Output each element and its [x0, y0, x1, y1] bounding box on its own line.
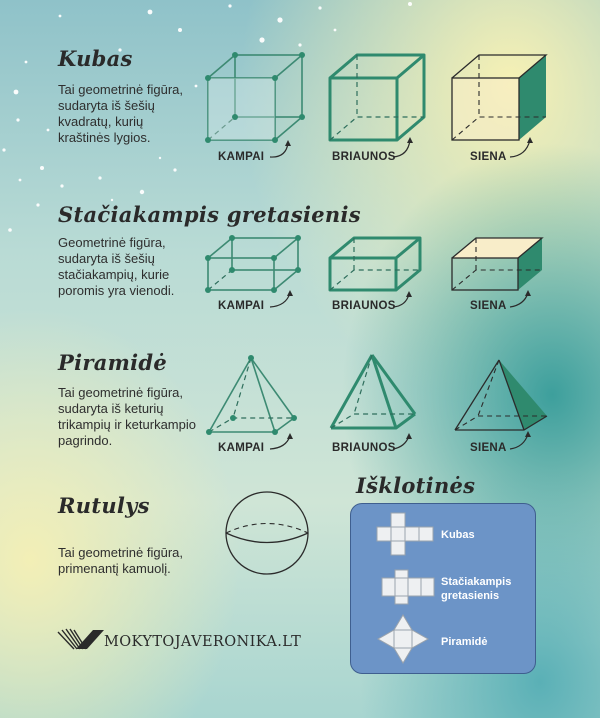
isklotines-item-kubas: Kubas: [441, 529, 475, 541]
gretasienis-label-kampai: KAMPAI: [218, 300, 265, 312]
kubas-description: Tai geometrinė figūra, sudaryta iš šešių kvadratų, kurių kraštinės lygios.: [58, 82, 184, 145]
kubas-label-briaunos: BRIAUNOS: [332, 151, 396, 163]
gretasienis-label-briaunos: BRIAUNOS: [332, 300, 396, 312]
logo-text: MOKYTOJAVERONIKA.LT: [104, 634, 302, 650]
kubas-label-kampai: KAMPAI: [218, 151, 265, 163]
rutulys-title: Rutulys: [58, 493, 150, 518]
piramide-description: Tai geometrinė figūra, sudaryta iš keturių trikampių ir keturkampio pagrindo.: [58, 385, 196, 448]
isklotines-item-piramide: Piramidė: [441, 636, 488, 648]
piramide-label-briaunos: BRIAUNOS: [332, 442, 396, 454]
kubas-label-siena: SIENA: [470, 151, 507, 163]
rutulys-description: Tai geometrinė figūra, primenantį kamuolį.: [58, 545, 184, 576]
isklotines-item-gretasienis: Stačiakampis gretasienis: [441, 576, 512, 602]
isklotines-title: Išklotinės: [356, 473, 476, 498]
piramide-title: Piramidė: [58, 350, 168, 375]
gretasienis-description: Geometrinė figūra, sudaryta iš šešių stačiakampių, kurie poromis yra vienodi.: [58, 235, 175, 298]
piramide-label-kampai: KAMPAI: [218, 442, 265, 454]
gretasienis-label-siena: SIENA: [470, 300, 507, 312]
piramide-label-siena: SIENA: [470, 442, 507, 454]
gretasienis-title: Stačiakampis gretasienis: [58, 202, 361, 227]
kubas-title: Kubas: [58, 46, 133, 71]
